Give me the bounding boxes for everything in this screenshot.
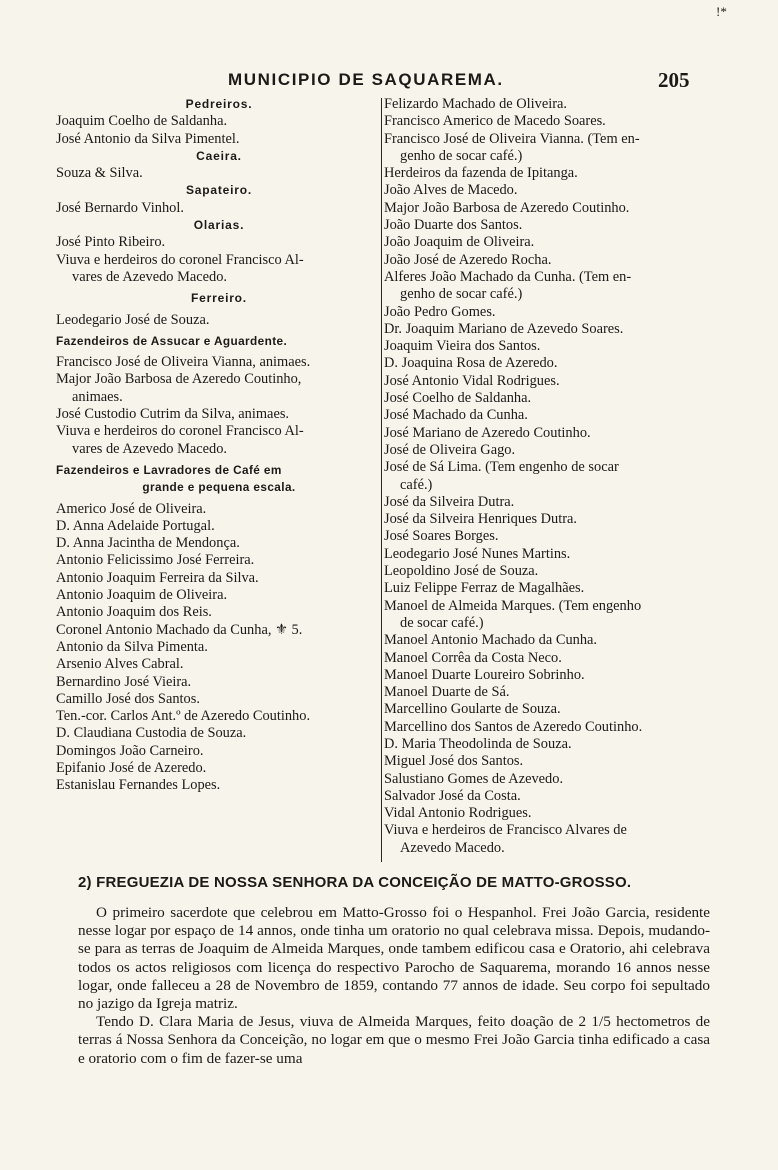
list-item: Coronel Antonio Machado da Cunha, ⚜ 5. [56,621,303,638]
list-item-continuation: genho de socar café.) [400,286,523,303]
list-item-continuation: de socar café.) [400,614,484,631]
list-item: D. Anna Adelaide Portugal. [56,517,215,534]
list-item: Leopoldino José de Souza. [384,563,539,580]
list-item: Marcellino dos Santos de Azeredo Coutinho. [384,718,643,735]
heading-ferreiro: Ferreiro. [191,291,247,306]
paragraph: Tendo D. Clara Maria de Jesus, viuva de Almeida Marques, feito doação de 2 1/5 hectometros de terras á Nossa Senhora da Conceição, no logar em que o mesmo Frei João Garcia tinha edificado a casa e oratorio com o fim de fazer-se uma [78,1013,710,1067]
list-item: Leodegario José de Souza. [56,311,210,328]
list-item: Manoel Antonio Machado da Cunha. [384,632,598,649]
list-item: José Soares Borges. [384,528,499,545]
list-item: Manoel Duarte Loureiro Sobrinho. [384,666,585,683]
list-item: Domingos João Carneiro. [56,742,204,759]
running-head: MUNICIPIO DE SAQUAREMA. [228,70,504,89]
list-item: Felizardo Machado de Oliveira. [384,96,568,112]
list-item: Manoel Corrêa da Costa Neco. [384,649,562,666]
list-item: D. Joaquina Rosa de Azeredo. [384,355,558,372]
list-item-continuation: animaes. [72,388,123,405]
list-item: José Bernardo Vinhol. [56,199,184,216]
list-item: Viuva e herdeiros de Francisco Alvares de [384,822,627,839]
list-item: Francisco Americo de Macedo Soares. [384,113,606,130]
heading-caeira: Caeira. [196,148,242,163]
page-number: 205 [658,68,690,92]
list-item: Viuva e herdeiros do coronel Francisco Al- [56,251,304,268]
section-body [78,904,710,1068]
list-item: Luiz Felippe Ferraz de Magalhães. [384,580,585,597]
section-title: 2) FREGUEZIA DE NOSSA SENHORA DA CONCEIÇÃO DE MATTO-GROSSO. [78,874,632,891]
list-item: José Coelho de Saldanha. [384,390,532,407]
list-item: José Custodio Cutrim da Silva, animaes. [56,406,290,423]
heading-pedreiros: Pedreiros. [185,97,253,111]
list-item: Ten.-cor. Carlos Ant.º de Azeredo Coutinho. [56,708,311,725]
list-item: Leodegario José Nunes Martins. [384,545,571,562]
list-item: D. Claudiana Custodia de Souza. [56,725,247,742]
heading-sapateiro: Sapateiro. [185,183,253,198]
page-header [0,70,778,98]
list-item: Salvador José da Costa. [384,787,521,804]
list-item: João José de Azeredo Rocha. [384,251,552,268]
list-item: José Antonio da Silva Pimentel. [56,130,240,147]
list-item: Herdeiros da fazenda de Ipitanga. [384,165,578,182]
list-item-continuation: genho de socar café.) [400,147,523,164]
left-column [56,96,382,795]
list-item: Major João Barbosa de Azeredo Coutinho. [384,199,630,216]
heading-assucar: Fazendeiros de Assucar e Aguardente. [56,333,288,348]
list-item: Antonio Joaquim dos Reis. [56,604,212,621]
list-item-continuation: café.) [400,476,433,493]
list-item: Antonio Joaquim de Oliveira. [56,587,228,604]
list-item: Salustiano Gomes de Azevedo. [384,770,564,787]
list-item: D. Maria Theodolinda de Souza. [384,735,572,752]
list-item: Miguel José dos Santos. [384,753,524,770]
heading-cafe-line-2: grande e pequena escala. [142,480,296,495]
list-item: Souza & Silva. [56,165,143,182]
heading-cafe: Fazendeiros e Lavradores de Café em [56,462,282,477]
list-item: Francisco José de Oliveira Vianna. (Tem en- [384,130,640,147]
list-item: João Pedro Gomes. [384,303,496,320]
list-item: Viuva e herdeiros do coronel Francisco Al- [56,423,304,440]
list-item: Bernardino José Vieira. [56,673,192,690]
list-item: José Pinto Ribeiro. [56,234,166,251]
list-item: Americo José de Oliveira. [56,500,207,517]
list-item-continuation: vares de Azevedo Macedo. [72,440,228,457]
list-item: Alferes João Machado da Cunha. (Tem en- [384,268,632,285]
list-item: José da Silveira Henriques Dutra. [384,511,578,528]
list-item: José de Oliveira Gago. [384,441,516,458]
list-item: Marcellino Goularte de Souza. [384,701,561,718]
list-item: Vidal Antonio Rodrigues. [384,805,532,822]
corner-mark: !* [716,4,727,19]
paragraph: O primeiro sacerdote que celebrou em Matto-Grosso foi o Hespanhol. Frei João Garcia, residente nesse logar por espaço de 14 annos, onde tinha um oratorio no qual celebrava missa. Depois, mudando-se para as terras de Joaquim de Almeida Marques, onde tambem edificou casa e Oratorio, ahi celebrava todos os actos religiosos com licença do respectivo Parocho de Saquarema, morando 16 annos nesse logar, onde falleceu a 28 de Novembro de 1859, contando 77 annos de idade. Seu corpo foi sepultado no jazigo da Igreja matriz. [78,904,710,1013]
list-item: Joaquim Vieira dos Santos. [384,338,541,355]
list-item: José Mariano de Azeredo Coutinho. [384,424,591,441]
list-item: Camillo José dos Santos. [56,690,200,707]
heading-olarias: Olarias. [193,218,245,233]
list-item: Antonio Felicissimo José Ferreira. [56,552,255,569]
list-item: Major João Barbosa de Azeredo Coutinho, [56,371,302,388]
list-item: Manoel de Almeida Marques. (Tem engenho [384,597,642,614]
list-item: José de Sá Lima. (Tem engenho de socar [384,459,619,476]
list-item: Arsenio Alves Cabral. [56,656,184,673]
list-item: José da Silveira Dutra. [384,493,515,510]
list-item: José Machado da Cunha. [384,407,528,424]
list-item: João Alves de Macedo. [384,182,518,199]
list-item: José Antonio Vidal Rodrigues. [384,372,560,389]
list-item: Dr. Joaquim Mariano de Azevedo Soares. [384,320,624,337]
list-item: Antonio Joaquim Ferreira da Silva. [56,569,259,586]
list-item-continuation: Azevedo Macedo. [400,839,505,856]
list-item: Antonio da Silva Pimenta. [56,638,208,655]
list-item: Francisco José de Oliveira Vianna, animaes. [56,354,311,371]
list-item: Epifanio José de Azeredo. [56,759,207,776]
list-item: João Duarte dos Santos. [384,217,523,234]
list-item: Joaquim Coelho de Saldanha. [56,113,228,130]
list-item-continuation: vares de Azevedo Macedo. [72,268,228,285]
list-item: Manoel Duarte de Sá. [384,684,510,701]
list-item: D. Anna Jacintha de Mendonça. [56,535,240,552]
list-item: Estanislau Fernandes Lopes. [56,777,221,794]
right-column [384,96,714,857]
list-item: João Joaquim de Oliveira. [384,234,535,251]
